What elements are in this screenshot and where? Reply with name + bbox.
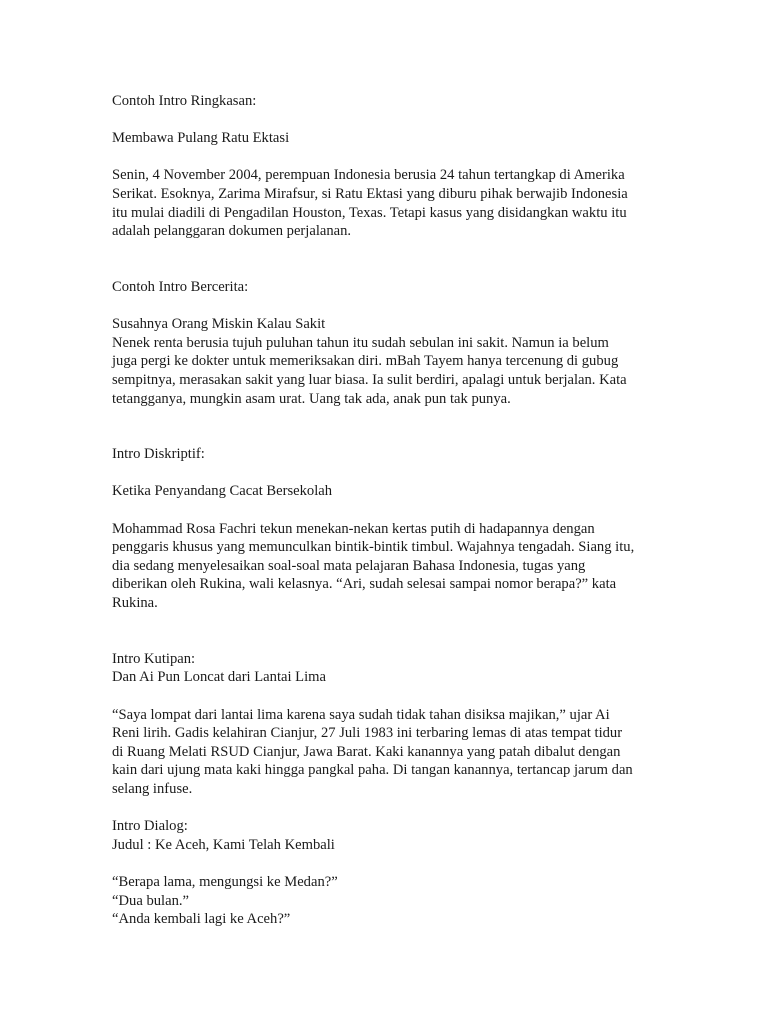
section-2-heading: Contoh Intro Bercerita: [112,278,249,295]
section-3-heading: Intro Diskriptif: [112,446,205,463]
section-3-body: Mohammad Rosa Fachri tekun menekan-nekan kertas putih di hadapannya dengan penggaris khusus yang memunculkan bintik-bintik timbul. Wajahnya tengadah. Siang itu, dia sedang menyelesaikan soal-soal mata pelajaran Bahasa Indonesia, tugas yang diberikan oleh Rukina, wali kelasnya. “Ari, sudah selesai sampai nomor berapa?” kata Rukina. [112,520,635,612]
document-page [112,92,672,929]
section-1-title: Membawa Pulang Ratu Ektasi [112,130,290,147]
section-1-body: Senin, 4 November 2004, perempuan Indonesia berusia 24 tahun tertangkap di Amerika Serikat. Esoknya, Zarima Mirafsur, si Ratu Ektasi yang diburu pihak berwajib Indonesia itu mulai diadili di Pengadilan Houston, Texas. Tetapi kasus yang disidangkan waktu itu adalah pelanggaran dokumen perjalanan. [112,167,628,240]
section-1-heading: Contoh Intro Ringkasan: [112,93,257,109]
section-5-heading: Intro Dialog: [112,818,188,835]
section-4-title: Dan Ai Pun Loncat dari Lantai Lima [112,669,326,686]
section-3-title: Ketika Penyandang Cacat Bersekolah [112,483,333,500]
section-4-body: “Saya lompat dari lantai lima karena saya sudah tidak tahan disiksa majikan,” ujar Ai Reni lirih. Gadis kelahiran Cianjur, 27 Juli 1983 ini terbaring lemas di atas tempat tidur di Ruang Melati RSUD Cianjur, Jawa Barat. Kaki kanannya yang patah dibalut dengan kain dari ujung mata kaki hingga pangkal paha. Di tangan kanannya, tertancap jarum dan selang infuse. [112,706,633,797]
section-5-title: Judul : Ke Aceh, Kami Telah Kembali [112,836,335,853]
section-4-heading: Intro Kutipan: [112,650,196,667]
section-2-body: Nenek renta berusia tujuh puluhan tahun itu sudah sebulan ini sakit. Namun ia belum juga pergi ke dokter untuk memeriksakan diri. mBah Tayem hanya tercenung di gubug sempitnya, merasakan sakit yang luar biasa. Ia sulit berdiri, apalagi untuk berjalan. Kata tetangganya, mungkin asam urat. Uang tak ada, anak pun tak punya. [112,334,627,407]
section-2-title: Susahnya Orang Miskin Kalau Sakit [112,316,326,333]
section-5-body: “Berapa lama, mengungsi ke Medan?” “Dua bulan.” “Anda kembali lagi ke Aceh?” [112,873,338,928]
